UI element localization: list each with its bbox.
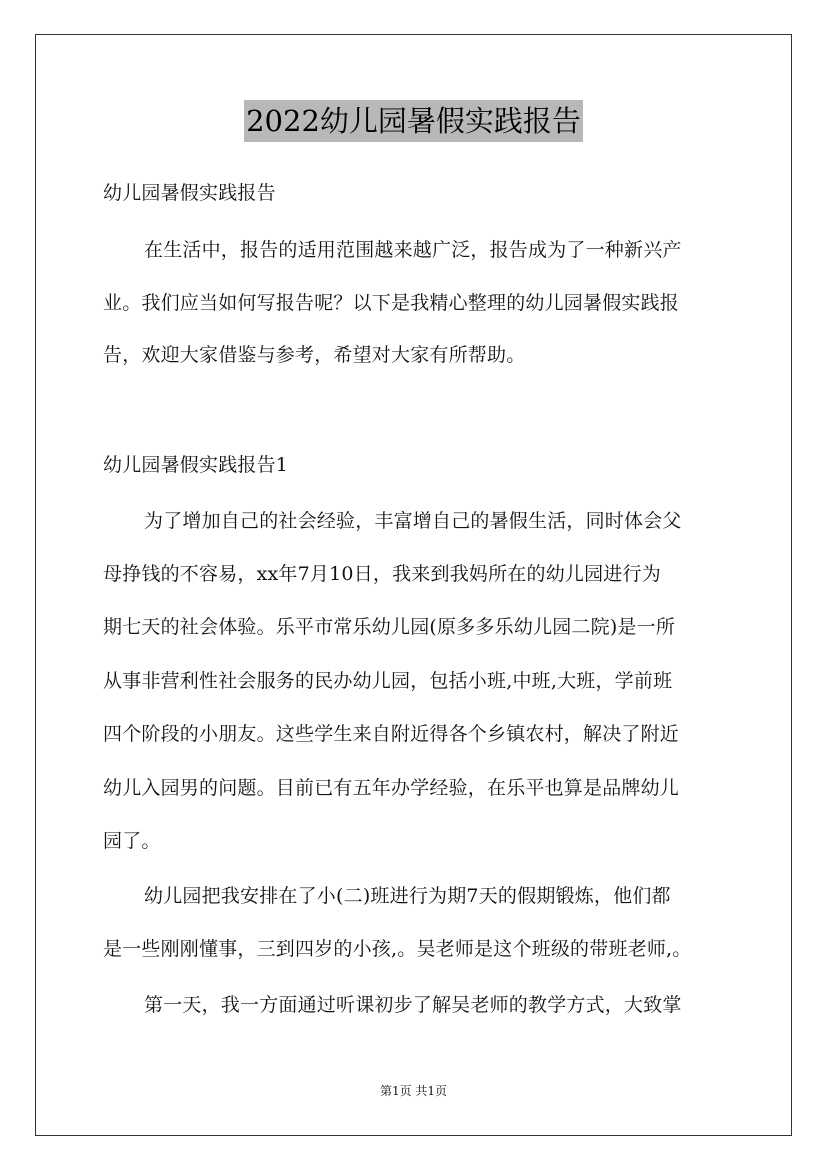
para1-line-6: 幼儿入园男的问题。目前已有五年办学经验，在乐平也算是品牌幼儿 [103, 777, 680, 799]
para1-line-7: 园了。 [103, 830, 161, 852]
intro-line-1: 在生活中，报告的适用范围越来越广泛，报告成为了一种新兴产 [144, 239, 682, 261]
para3-line-1: 第一天，我一方面通过听课初步了解吴老师的教学方式，大致掌 [144, 994, 682, 1016]
document-subtitle: 幼儿园暑假实践报告 [103, 182, 276, 204]
para1-line-2: 母挣钱的不容易，xx年7月10日，我来到我妈所在的幼儿园进行为 [103, 563, 661, 585]
para2-line-2: 是一些刚刚懂事，三到四岁的小孩,。吴老师是这个班级的带班老师,。 [103, 938, 692, 960]
para1-line-5: 四个阶段的小朋友。这些学生来自附近得各个乡镇农村，解决了附近 [103, 723, 680, 745]
para1-line-4: 从事非营利性社会服务的民办幼儿园，包括小班,中班,大班，学前班 [103, 670, 673, 692]
para1-line-3: 期七天的社会体验。乐平市常乐幼儿园(原多多乐幼儿园二院)是一所 [103, 616, 676, 638]
intro-line-3: 告，欢迎大家借鉴与参考，希望对大家有所帮助。 [103, 344, 526, 366]
title-container [0, 100, 827, 142]
intro-line-2: 业。我们应当如何写报告呢？以下是我精心整理的幼儿园暑假实践报 [103, 292, 680, 314]
para1-line-1: 为了增加自己的社会经验，丰富增自己的暑假生活，同时体会父 [144, 510, 682, 532]
para2-line-1: 幼儿园把我安排在了小(二)班进行为期7天的假期锻炼，他们都 [144, 885, 671, 907]
page-number: 第1页 共1页 [379, 1084, 448, 1098]
document-title: 2022幼儿园暑假实践报告 [244, 100, 583, 142]
section-heading: 幼儿园暑假实践报告1 [103, 454, 289, 476]
